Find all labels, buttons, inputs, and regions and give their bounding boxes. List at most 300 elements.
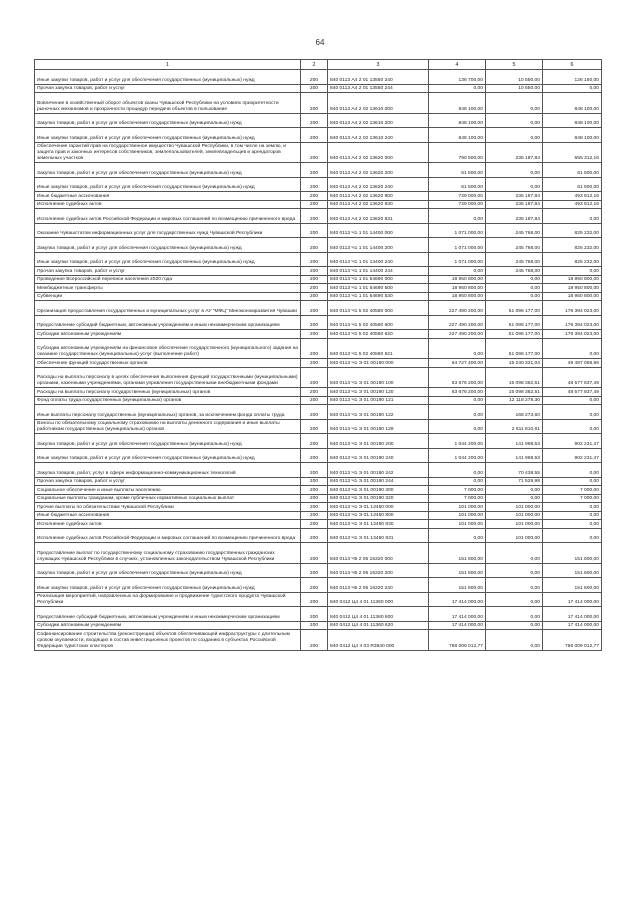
row-classification-cell: 840 0113 Ч1 1 01 14400 240 [328,252,429,267]
row-executed-cell: 51 096 177,00 [486,330,543,339]
row-unexecuted-cell: 0,00 [543,405,602,420]
row-name-cell: Обеспечение функций государственных органов [35,359,301,368]
row-classification-cell: 840 0113 Ч1 1 01 54690 530 [328,292,429,301]
row-name-cell: Межбюджетные трансферты [35,284,301,293]
row-approved-cell: 1 071 000,00 [429,252,486,267]
row-classification-cell: 840 0113 Ч1 Э 01 00190 122 [328,405,429,420]
row-executed-cell: 141 968,53 [486,434,543,449]
row-approved-cell: 0,00 [429,405,486,420]
row-code-cell: 200 [301,209,328,224]
row-executed-cell: 0,00 [486,163,543,178]
row-executed-cell: 51 096 177,00 [486,301,543,316]
row-code-cell: 200 [301,301,328,316]
table-row [35,477,602,486]
table-row [35,503,602,512]
row-approved-cell: 63 676 200,00 [429,388,486,397]
row-name-cell: Исполнение судебных актов Российской Федерации и мировых соглашений по возмещению причиненного вреда [35,528,301,543]
table-row [35,511,602,520]
row-executed-cell: 245 768,00 [486,252,543,267]
table-row [35,84,602,93]
row-executed-cell: 10 550,00 [486,70,543,85]
row-executed-cell: 15 098 362,51 [486,388,543,397]
row-executed-cell: 15 098 362,51 [486,367,543,388]
row-name-cell: Социальные выплаты гражданам, кроме публичных нормативных социальных выплат [35,494,301,503]
row-classification-cell: 840 0113 А4 2 02 13620 240 [328,177,429,192]
table-row [35,419,602,434]
row-unexecuted-cell: 0,00 [543,396,602,405]
row-classification-cell: 840 0113 Ч1 1 01 54690 500 [328,284,429,293]
row-executed-cell: 141 968,53 [486,448,543,463]
row-classification-cell: 840 0113 Ч5 2 05 15320 000 [328,543,429,564]
row-classification-cell: 840 0113 Ч1 5 02 40580 621 [328,338,429,359]
row-name-cell: Исполнение судебных актов [35,520,301,529]
row-approved-cell: 848 100,00 [429,128,486,143]
row-name-cell: Закупка товаров, работ и услуг для обеспечения государственных (муниципальных) нужд [35,563,301,578]
row-unexecuted-cell: 151 600,00 [543,543,602,564]
row-executed-cell: 245 768,00 [486,267,543,276]
row-approved-cell: 729 000,00 [429,192,486,201]
row-name-cell: Иные выплаты персоналу государственных (муниципальных) органов, за исключением фонда оплаты труда [35,405,301,420]
row-classification-cell: 840 0113 Ч1 1 01 14400 244 [328,267,429,276]
row-name-cell: Реализация мероприятий, направленных на формирование и продвижение туристского продукта Чувашской Республики [35,592,301,607]
row-code-cell: 200 [301,511,328,520]
row-approved-cell: 0,00 [429,477,486,486]
row-unexecuted-cell: 17 414 000,00 [543,607,602,622]
row-name-cell: Прочие выплаты по обязательствам Чувашской Республики [35,503,301,512]
row-approved-cell: 0,00 [429,463,486,478]
table-row [35,252,602,267]
row-executed-cell: 245 768,00 [486,223,543,238]
row-name-cell: Закупка товаров, работ и услуг для обеспечения государственных (муниципальных) нужд [35,163,301,178]
row-approved-cell: 151 600,00 [429,543,486,564]
row-code-cell: 200 [301,359,328,368]
column-header-name: 1 [35,60,301,70]
row-approved-cell: 766 009 012,77 [429,630,486,651]
table-row [35,128,602,143]
row-approved-cell: 1 044 200,00 [429,448,486,463]
column-header-classification: 3 [328,60,429,70]
row-code-cell: 200 [301,486,328,495]
row-classification-cell: 840 0113 Ч1 Э 01 00190 244 [328,477,429,486]
row-unexecuted-cell: 493 812,16 [543,200,602,209]
row-code-cell: 200 [301,292,328,301]
row-code-cell: 200 [301,200,328,209]
table-row [35,338,602,359]
row-executed-cell: 0,00 [486,113,543,128]
row-approved-cell: 136 700,00 [429,70,486,85]
row-unexecuted-cell: 18 950 800,00 [543,275,602,284]
row-classification-cell: 840 0412 Ц4 4 01 11360 000 [328,592,429,607]
row-approved-cell: 63 676 200,00 [429,367,486,388]
row-approved-cell: 0,00 [429,84,486,93]
row-executed-cell: 0,00 [486,630,543,651]
row-executed-cell: 0,00 [486,621,543,630]
row-approved-cell: 18 950 800,00 [429,292,486,301]
row-name-cell: Обеспечение гарантий прав на государственное имущество Чувашской Республики, в том числе на землю, и защита прав и законных интересов собственников, землепользователей, землевладельцев и арендаторов земельных участков [35,142,301,163]
row-unexecuted-cell: 17 414 000,00 [543,621,602,630]
row-executed-cell: 0,00 [486,543,543,564]
table-row [35,434,602,449]
row-executed-cell: 0,00 [486,275,543,284]
row-classification-cell: 840 0113 Ч1 5 02 40580 600 [328,315,429,330]
row-name-cell: Расходы на выплаты персоналу государственных (муниципальных) органов [35,388,301,397]
row-unexecuted-cell: 0,00 [543,463,602,478]
table-row [35,607,602,622]
table-row [35,463,602,478]
row-classification-cell: 840 0412 Ц4 4 01 11360 620 [328,621,429,630]
row-unexecuted-cell: 0,00 [543,503,602,512]
row-unexecuted-cell: 17 414 000,00 [543,592,602,607]
table-row [35,630,602,651]
row-code-cell: 200 [301,503,328,512]
row-code-cell: 200 [301,405,328,420]
table-row [35,70,602,85]
row-classification-cell: 840 0113 Ч1 1 01 14400 200 [328,238,429,253]
row-approved-cell: 848 100,00 [429,93,486,114]
row-executed-cell: 101 000,00 [486,520,543,529]
row-executed-cell: 0,00 [486,177,543,192]
row-approved-cell: 0,00 [429,209,486,224]
row-approved-cell: 61 500,00 [429,177,486,192]
table-row [35,284,602,293]
row-unexecuted-cell: 61 500,00 [543,163,602,178]
row-code-cell: 200 [301,275,328,284]
table-row [35,200,602,209]
table-row [35,292,602,301]
column-header-approved: 4 [429,60,486,70]
row-name-cell: Предоставление субсидий бюджетным, автономным учреждениям и иным некоммерческим организациям [35,607,301,622]
table-row [35,486,602,495]
row-name-cell: Иные закупки товаров, работ и услуг для обеспечения государственных (муниципальных) нужд [35,177,301,192]
row-name-cell: Исполнение судебных актов Российской Федерации и мировых соглашений по возмещению причиненного вреда [35,209,301,224]
row-approved-cell: 729 000,00 [429,200,486,209]
row-classification-cell: 840 0113 Ч1 1 01 54690 000 [328,275,429,284]
row-approved-cell: 790 500,00 [429,142,486,163]
row-unexecuted-cell: 48 577 837,49 [543,367,602,388]
row-unexecuted-cell: 61 500,00 [543,177,602,192]
row-approved-cell: 17 414 000,00 [429,607,486,622]
row-approved-cell: 18 950 800,00 [429,284,486,293]
row-name-cell: Субсидии автономным учреждениям [35,621,301,630]
row-code-cell: 200 [301,592,328,607]
row-classification-cell: 840 0113 А4 2 02 13610 000 [328,93,429,114]
row-unexecuted-cell: 18 950 800,00 [543,292,602,301]
row-executed-cell: 0,00 [486,607,543,622]
row-name-cell: Закупка товаров, работ и услуг для обеспечения государственных (муниципальных) нужд [35,238,301,253]
row-code-cell: 200 [301,163,328,178]
row-unexecuted-cell: 848 100,00 [543,113,602,128]
row-unexecuted-cell: 49 487 068,96 [543,359,602,368]
row-unexecuted-cell: 7 000,00 [543,486,602,495]
row-name-cell: Иные закупки товаров, работ и услуг для обеспечения государственных (муниципальных) нужд [35,578,301,593]
row-executed-cell: 101 000,00 [486,528,543,543]
row-code-cell: 200 [301,434,328,449]
row-unexecuted-cell: 176 394 023,00 [543,301,602,316]
row-approved-cell: 101 000,00 [429,520,486,529]
row-code-cell: 200 [301,142,328,163]
row-unexecuted-cell: 0,00 [543,267,602,276]
row-approved-cell: 101 000,00 [429,503,486,512]
row-name-cell: Иные закупки товаров, работ и услуг для обеспечения государственных (муниципальных) нужд [35,448,301,463]
row-name-cell: Иные бюджетные ассигнования [35,192,301,201]
row-executed-cell: 0,00 [486,128,543,143]
row-name-cell: Прочая закупка товаров, работ и услуг [35,477,301,486]
table-row [35,388,602,397]
row-executed-cell: 0,00 [486,486,543,495]
table-row [35,267,602,276]
row-classification-cell: 840 0412 Ц4 4 03 R3840 000 [328,630,429,651]
row-classification-cell: 840 0113 А4 2 02 13620 830 [328,200,429,209]
row-classification-cell: 840 0113 А4 2 01 13550 244 [328,84,429,93]
row-code-cell: 200 [301,330,328,339]
row-code-cell: 200 [301,388,328,397]
row-code-cell: 200 [301,128,328,143]
row-name-cell: Фонд оплаты труда государственных (муниципальных) органов [35,396,301,405]
row-approved-cell: 227 490 200,00 [429,330,486,339]
row-classification-cell: 840 0113 Ч1 Э 01 00190 129 [328,419,429,434]
row-classification-cell: 840 0113 Ч5 2 05 15320 200 [328,563,429,578]
row-executed-cell: 51 096 177,00 [486,338,543,359]
row-executed-cell: 235 187,84 [486,200,543,209]
table-row [35,621,602,630]
row-classification-cell: 840 0113 Ч1 Э 01 00190 000 [328,359,429,368]
row-approved-cell: 227 490 200,00 [429,301,486,316]
row-classification-cell: 840 0113 Ч1 Э 01 13450 000 [328,503,429,512]
row-approved-cell: 17 414 000,00 [429,592,486,607]
row-classification-cell: 840 0113 Ч1 5 02 40580 620 [328,330,429,339]
row-classification-cell: 840 0113 Ч1 Э 01 13450 830 [328,520,429,529]
row-name-cell: Предоставление субсидий бюджетным, автономным учреждениям и иным некоммерческим организациям [35,315,301,330]
row-code-cell: 200 [301,520,328,529]
row-unexecuted-cell: 151 600,00 [543,563,602,578]
row-code-cell: 200 [301,621,328,630]
row-classification-cell: 840 0113 Ч1 Э 01 00190 240 [328,448,429,463]
row-unexecuted-cell: 493 812,16 [543,192,602,201]
row-approved-cell: 151 600,00 [429,578,486,593]
row-executed-cell: 70 438,55 [486,463,543,478]
row-approved-cell: 0,00 [429,419,486,434]
table-row [35,528,602,543]
page-number: 64 [315,38,325,47]
row-name-cell: Субвенции [35,292,301,301]
row-executed-cell: 0,00 [486,494,543,503]
row-unexecuted-cell: 0,00 [543,338,602,359]
row-code-cell: 200 [301,448,328,463]
row-name-cell: Субсидии автономным учреждениям на финансовое обеспечение государственного (муниципального) задания на оказание государственных (муниципальных) услуг (выполнение работ) [35,338,301,359]
row-unexecuted-cell: 825 232,00 [543,252,602,267]
row-executed-cell: 101 000,00 [486,511,543,520]
table-row [35,405,602,420]
table-row [35,359,602,368]
row-classification-cell: 840 0113 Ч1 Э 01 00190 242 [328,463,429,478]
row-name-cell: Вовлечение в хозяйственный оборот объектов казны Чувашской Республики на условиях приоритетности рыночных механизмов и прозрачности процедур передачи объектов в пользование [35,93,301,114]
table-row [35,448,602,463]
row-name-cell: Софинансирование строительства (реконструкции) объектов обеспечивающей инфраструктуры с длительным сроком окупаемости, входящих в состав инвестиционных проектов по созданию в субъектах Российской Федерации туристских кластеров [35,630,301,651]
row-unexecuted-cell: 176 394 023,00 [543,330,602,339]
row-code-cell: 200 [301,252,328,267]
row-unexecuted-cell: 7 000,00 [543,494,602,503]
row-code-cell: 200 [301,84,328,93]
row-name-cell: Оказание Чувашстатом информационных услуг для государственных нужд Чувашской Республики [35,223,301,238]
row-name-cell: Закупка товаров, работ и услуг для обеспечения государственных (муниципальных) нужд [35,434,301,449]
row-code-cell: 200 [301,192,328,201]
row-code-cell: 200 [301,177,328,192]
row-classification-cell: 840 0113 А4 2 02 13610 200 [328,113,429,128]
row-classification-cell: 840 0113 А4 2 01 13550 240 [328,70,429,85]
row-code-cell: 200 [301,463,328,478]
row-name-cell: Закупка товаров, работ и услуг для обеспечения государственных (муниципальных) нужд [35,113,301,128]
row-executed-cell: 0,00 [486,563,543,578]
row-code-cell: 200 [301,607,328,622]
row-unexecuted-cell: 766 009 012,77 [543,630,602,651]
row-classification-cell: 840 0113 Ч1 Э 01 13450 831 [328,528,429,543]
table-row [35,494,602,503]
row-approved-cell: 1 071 000,00 [429,223,486,238]
column-header-executed: 5 [486,60,543,70]
row-executed-cell: 0,00 [486,592,543,607]
row-unexecuted-cell: 176 394 023,00 [543,315,602,330]
row-approved-cell: 17 414 000,00 [429,621,486,630]
row-classification-cell: 840 0113 Ч1 5 02 40580 000 [328,301,429,316]
row-code-cell: 200 [301,367,328,388]
row-unexecuted-cell: 902 231,47 [543,434,602,449]
row-approved-cell: 7 000,00 [429,486,486,495]
row-unexecuted-cell: 848 100,00 [543,93,602,114]
row-name-cell: Прочая закупка товаров, работ и услуг [35,267,301,276]
table-row [35,592,602,607]
row-code-cell: 200 [301,543,328,564]
row-executed-cell: 15 240 331,04 [486,359,543,368]
row-approved-cell: 61 500,00 [429,163,486,178]
row-name-cell: Исполнение судебных актов [35,200,301,209]
row-unexecuted-cell: 151 600,00 [543,578,602,593]
table-row [35,330,602,339]
row-executed-cell: 245 768,00 [486,238,543,253]
row-name-cell: Расходы на выплаты персоналу в целях обеспечения выполнения функций государственными (муниципальными) органами, казенными учреждениями, органами управления государственными внебюджетными фондами [35,367,301,388]
row-unexecuted-cell: 825 232,00 [543,238,602,253]
row-name-cell: Иные закупки товаров, работ и услуг для обеспечения государственных (муниципальных) нужд [35,252,301,267]
row-code-cell: 200 [301,238,328,253]
table-row [35,520,602,529]
table-row [35,192,602,201]
row-executed-cell: 0,00 [486,284,543,293]
row-approved-cell: 0,00 [429,528,486,543]
budget-execution-table [34,59,602,651]
row-unexecuted-cell: 0,00 [543,209,602,224]
row-code-cell: 200 [301,419,328,434]
row-classification-cell: 840 0113 Ч1 Э 01 00190 300 [328,486,429,495]
row-approved-cell: 1 044 200,00 [429,434,486,449]
table-row [35,543,602,564]
row-name-cell: Закупка товаров, работ, услуг в сфере информационно-коммуникационных технологий [35,463,301,478]
row-executed-cell: 0,00 [486,292,543,301]
row-code-cell: 200 [301,528,328,543]
table-body [35,60,602,651]
row-approved-cell: 151 600,00 [429,563,486,578]
row-code-cell: 200 [301,477,328,486]
row-executed-cell: 2 811 810,61 [486,419,543,434]
row-classification-cell: 840 0113 Ч1 Э 01 00190 200 [328,434,429,449]
row-name-cell: Социальное обеспечение и иные выплаты населению [35,486,301,495]
row-classification-cell: 840 0113 Ч1 Э 01 00190 320 [328,494,429,503]
table-row [35,315,602,330]
row-code-cell: 200 [301,284,328,293]
row-classification-cell: 840 0113 А4 2 02 13620 831 [328,209,429,224]
table-row [35,209,602,224]
row-unexecuted-cell: 555 312,16 [543,142,602,163]
row-name-cell: Организация предоставления государственных и муниципальных услуг в АУ "МФЦ" Минэкономразвития Чувашии [35,301,301,316]
table-row [35,578,602,593]
table-row [35,563,602,578]
row-unexecuted-cell: 0,00 [543,477,602,486]
table-row [35,367,602,388]
row-approved-cell: 227 490 200,00 [429,315,486,330]
row-unexecuted-cell: 18 950 800,00 [543,284,602,293]
row-classification-cell: 840 0113 Ч1 Э 01 00190 120 [328,388,429,397]
row-name-cell: Взносы по обязательному социальному страхованию на выплаты денежного содержания и иные выплаты работникам государственных (муниципальных) органов [35,419,301,434]
row-code-cell: 200 [301,338,328,359]
table-row [35,223,602,238]
row-classification-cell: 840 0113 Ч1 Э 01 00190 100 [328,367,429,388]
row-approved-cell: 7 000,00 [429,494,486,503]
row-unexecuted-cell: 126 150,00 [543,70,602,85]
row-approved-cell: 0,00 [429,267,486,276]
row-executed-cell: 0,00 [486,578,543,593]
row-unexecuted-cell: 0,00 [543,84,602,93]
row-code-cell: 200 [301,93,328,114]
row-approved-cell: 848 100,00 [429,113,486,128]
row-unexecuted-cell: 825 232,00 [543,223,602,238]
table-row [35,163,602,178]
row-classification-cell: 840 0113 Ч5 2 05 15320 240 [328,578,429,593]
row-classification-cell: 840 0113 А4 2 02 13620 000 [328,142,429,163]
column-header-unexecuted: 6 [543,60,602,70]
row-unexecuted-cell: 848 100,00 [543,128,602,143]
row-code-cell: 200 [301,267,328,276]
row-unexecuted-cell: 0,00 [543,520,602,529]
row-executed-cell: 168 273,60 [486,405,543,420]
row-classification-cell: 840 0113 А4 2 02 13620 800 [328,192,429,201]
row-name-cell: Субсидии автономным учреждениям [35,330,301,339]
row-code-cell: 200 [301,578,328,593]
row-classification-cell: 840 0113 Ч1 Э 01 13450 800 [328,511,429,520]
row-executed-cell: 71 529,98 [486,477,543,486]
table-row [35,301,602,316]
row-name-cell: Проведение Всероссийской переписи населения 2020 года [35,275,301,284]
row-classification-cell: 840 0113 А4 2 02 13610 240 [328,128,429,143]
row-executed-cell: 235 187,84 [486,192,543,201]
row-executed-cell: 10 550,00 [486,84,543,93]
row-name-cell: Прочая закупка товаров, работ и услуг [35,84,301,93]
row-code-cell: 200 [301,563,328,578]
row-unexecuted-cell: 48 577 837,49 [543,388,602,397]
table-row [35,275,602,284]
row-unexecuted-cell: 0,00 [543,511,602,520]
row-unexecuted-cell: 902 231,47 [543,448,602,463]
row-name-cell: Предоставление выплат по государственному социальному страхованию государственных гражданских служащих Чувашской Республики в случаях, установленных законодательством Чувашской Республики [35,543,301,564]
row-unexecuted-cell: 0,00 [543,528,602,543]
row-executed-cell: 235 187,84 [486,209,543,224]
row-name-cell: Иные бюджетные ассигнования [35,511,301,520]
table-row [35,177,602,192]
row-unexecuted-cell: 0,00 [543,419,602,434]
row-code-cell: 200 [301,494,328,503]
row-code-cell: 200 [301,70,328,85]
row-approved-cell: 18 950 800,00 [429,275,486,284]
row-classification-cell: 840 0113 А4 2 02 13620 200 [328,163,429,178]
row-classification-cell: 840 0412 Ц4 4 01 11360 600 [328,607,429,622]
row-classification-cell: 840 0113 Ч1 Э 01 00190 121 [328,396,429,405]
